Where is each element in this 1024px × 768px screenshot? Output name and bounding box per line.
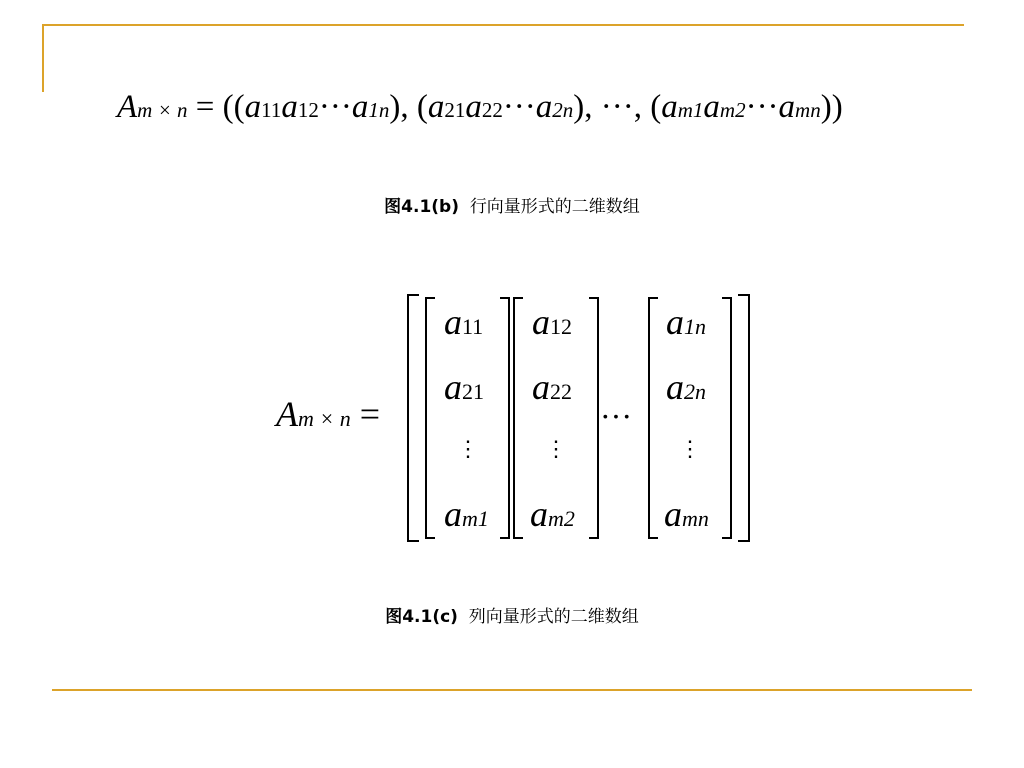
cell-symbol: a xyxy=(444,494,462,534)
cell-symbol: a xyxy=(530,494,548,534)
cell-subscript: mn xyxy=(682,506,709,531)
term: a xyxy=(244,89,262,125)
ellipsis: ··· xyxy=(745,89,779,125)
row-vector-equation xyxy=(117,82,843,135)
ellipsis: ··· xyxy=(318,89,352,125)
cell-subscript: 22 xyxy=(550,379,572,404)
term-subscript: 11 xyxy=(261,98,282,122)
coln-right-bracket xyxy=(722,297,732,539)
term-subscript: m2 xyxy=(719,98,746,122)
matrix-cell xyxy=(664,492,709,541)
cell-symbol: a xyxy=(532,302,550,342)
term-subscript: m1 xyxy=(677,98,704,122)
cell-symbol: a xyxy=(444,367,462,407)
horizontal-ellipsis: ··· xyxy=(600,398,632,434)
bottom-rule xyxy=(52,689,972,691)
caption-c xyxy=(0,602,1024,627)
separator: ), ···, ( xyxy=(573,89,662,125)
term: a xyxy=(778,89,796,125)
outer-left-bracket xyxy=(407,294,419,542)
col2-right-bracket xyxy=(589,297,599,539)
lhs-subscript: m × n xyxy=(137,98,188,122)
cell-subscript: m1 xyxy=(462,506,489,531)
term: a xyxy=(281,89,298,125)
term: a xyxy=(661,89,678,125)
caption-b-label: 图4.1(b) xyxy=(384,197,459,217)
outer-right-bracket xyxy=(738,294,750,542)
cell-subscript: 2n xyxy=(684,379,706,404)
matrix-cell xyxy=(444,492,489,541)
equals-sign: = xyxy=(195,89,215,125)
col2-left-bracket xyxy=(513,297,523,539)
cell-subscript: 11 xyxy=(462,314,484,339)
term: a xyxy=(465,89,482,125)
term-subscript: 21 xyxy=(444,98,466,122)
caption-c-text: 列向量形式的二维数组 xyxy=(468,607,639,627)
term-subscript: 12 xyxy=(297,98,319,122)
matrix-cell xyxy=(444,300,483,349)
matrix-cell xyxy=(530,492,575,541)
caption-c-label: 图4.1(c) xyxy=(385,607,458,627)
vertical-ellipsis: ⋮ xyxy=(679,436,701,461)
equals-sign: = xyxy=(359,394,381,434)
column-equation-lhs xyxy=(276,390,380,443)
cell-symbol: a xyxy=(444,302,462,342)
caption-b xyxy=(0,192,1024,217)
matrix-cell xyxy=(444,365,484,414)
col1-left-bracket xyxy=(425,297,435,539)
cell-subscript: 1n xyxy=(684,314,706,339)
matrix-cell xyxy=(532,300,572,349)
cell-symbol: a xyxy=(666,302,684,342)
ellipsis: ··· xyxy=(502,89,536,125)
lhs-symbol: A xyxy=(276,394,298,434)
term: a xyxy=(535,89,553,125)
top-rule xyxy=(42,24,964,26)
term: a xyxy=(351,89,369,125)
cell-subscript: 21 xyxy=(462,379,484,404)
vertical-ellipsis: ⋮ xyxy=(545,436,567,461)
term: a xyxy=(703,89,720,125)
term-subscript: 2n xyxy=(552,98,574,122)
coln-left-bracket xyxy=(648,297,658,539)
matrix-cell xyxy=(666,300,706,349)
col1-right-bracket xyxy=(500,297,510,539)
lhs-subscript: m × n xyxy=(298,406,351,431)
close-paren: )) xyxy=(820,89,843,125)
term-subscript: 1n xyxy=(368,98,390,122)
cell-symbol: a xyxy=(666,367,684,407)
term-subscript: 22 xyxy=(481,98,503,122)
term-subscript: mn xyxy=(795,98,821,122)
lhs-symbol: A xyxy=(117,89,138,125)
cell-symbol: a xyxy=(664,494,682,534)
left-rule xyxy=(42,24,44,92)
cell-subscript: 12 xyxy=(550,314,572,339)
matrix-cell xyxy=(532,365,572,414)
cell-subscript: m2 xyxy=(548,506,575,531)
cell-symbol: a xyxy=(532,367,550,407)
vertical-ellipsis: ⋮ xyxy=(457,436,479,461)
term: a xyxy=(427,89,445,125)
caption-b-text: 行向量形式的二维数组 xyxy=(469,197,640,217)
open-paren: (( xyxy=(222,89,245,125)
separator: ), ( xyxy=(389,89,428,125)
matrix-cell xyxy=(666,365,706,414)
